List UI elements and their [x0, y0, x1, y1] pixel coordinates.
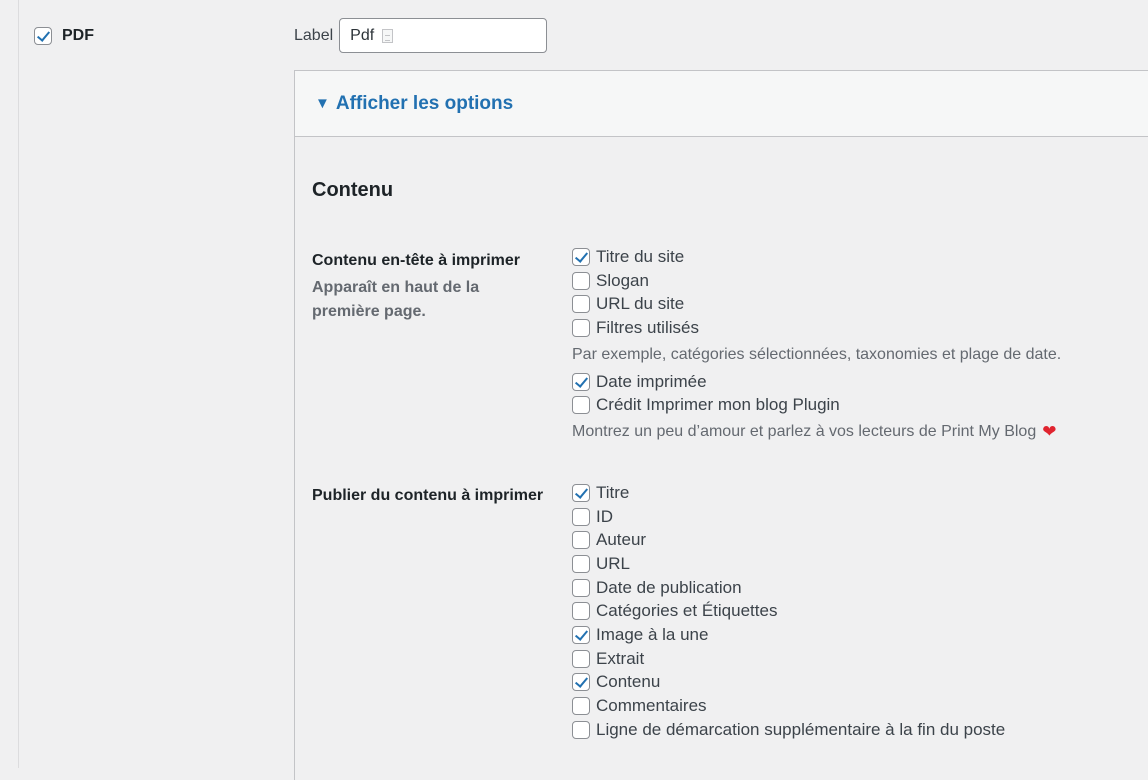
divider [18, 0, 19, 768]
option-label: Ligne de démarcation supplémentaire à la fin du poste [596, 719, 1006, 739]
option-label: URL [596, 553, 631, 573]
option-date-de-publication[interactable] [572, 576, 1005, 600]
triangle-down-icon: ▼ [315, 95, 330, 112]
header-content-options [572, 245, 1061, 447]
checkbox[interactable] [572, 248, 590, 266]
checkbox[interactable] [572, 602, 590, 620]
checkbox[interactable] [572, 272, 590, 290]
checkbox[interactable] [572, 508, 590, 526]
option-label: Contenu [596, 672, 661, 692]
label-field-row [294, 18, 547, 53]
checkbox[interactable] [572, 373, 590, 391]
option-label: Auteur [596, 530, 647, 550]
option-label: Commentaires [596, 696, 707, 716]
option-contenu[interactable] [572, 671, 1005, 695]
pdf-label: PDF [62, 27, 94, 44]
post-content-heading: Publier du contenu à imprimer [312, 487, 544, 504]
option-label: Crédit Imprimer mon blog Plugin [596, 395, 840, 415]
label-field-label: Label [294, 26, 334, 44]
option-commentaires[interactable] [572, 694, 1005, 718]
checkbox[interactable] [572, 697, 590, 715]
option-label: Extrait [596, 648, 645, 668]
checkbox[interactable] [572, 396, 590, 414]
checkbox[interactable] [572, 484, 590, 502]
option-url[interactable] [572, 552, 1005, 576]
option-url-du-site[interactable] [572, 292, 1061, 316]
pdf-checkbox-row[interactable] [34, 27, 94, 45]
option-label: Filtres utilisés [596, 317, 699, 337]
header-content-title: Contenu en-tête à imprimer [312, 252, 521, 269]
option-label: Date imprimée [596, 371, 707, 391]
option-label: Titre du site [596, 246, 685, 266]
option-label: ID [596, 506, 613, 526]
option-titre-du-site[interactable] [572, 245, 1061, 269]
section-title: Contenu [312, 179, 394, 201]
option-categories-et-etiquettes[interactable] [572, 599, 1005, 623]
option-ligne-de-demarcation-supplementaire-a-la-fin-du-poste[interactable] [572, 718, 1005, 742]
show-options-toggle[interactable] [295, 71, 1148, 137]
checkbox[interactable] [572, 579, 590, 597]
checkbox[interactable] [572, 626, 590, 644]
option-credit-imprimer-mon-blog-plugin[interactable] [572, 393, 1061, 417]
option-date-imprimee[interactable] [572, 370, 1061, 394]
option-label: Image à la une [596, 624, 709, 644]
option-filtres-utilises[interactable] [572, 316, 1061, 340]
option-label: Slogan [596, 270, 649, 290]
filters-hint [572, 340, 1061, 370]
credit-hint [572, 417, 1061, 447]
checkbox[interactable] [572, 673, 590, 691]
option-label: Titre [596, 482, 630, 502]
pdf-checkbox[interactable] [34, 27, 52, 45]
label-input-value: Pdf [350, 26, 375, 44]
label-input[interactable] [339, 18, 547, 53]
show-options-label: Afficher les options [335, 92, 514, 114]
option-label: Catégories et Étiquettes [596, 601, 778, 621]
header-content-heading [312, 252, 520, 324]
option-auteur[interactable] [572, 528, 1005, 552]
heart-icon: ❤ [1042, 422, 1057, 442]
header-content-description: Apparaît en haut de la première page. [312, 279, 480, 320]
checkbox[interactable] [572, 295, 590, 313]
checkbox[interactable] [572, 319, 590, 337]
option-image-a-la-une[interactable] [572, 623, 1005, 647]
checkbox[interactable] [572, 531, 590, 549]
option-id[interactable] [572, 505, 1005, 529]
option-extrait[interactable] [572, 647, 1005, 671]
credit-hint-text: Montrez un peu d’amour et parlez à vos lecteurs de Print My Blog [572, 423, 1037, 441]
option-label: URL du site [596, 294, 685, 314]
option-titre[interactable] [572, 481, 1005, 505]
option-slogan[interactable] [572, 269, 1061, 293]
options-panel [294, 70, 1148, 780]
checkbox[interactable] [572, 650, 590, 668]
checkbox[interactable] [572, 555, 590, 573]
document-icon [382, 29, 393, 43]
option-label: Date de publication [596, 577, 742, 597]
post-content-options [572, 481, 1005, 742]
checkbox[interactable] [572, 721, 590, 739]
filters-hint-text: Par exemple, catégories sélectionnées, taxonomies et plage de date. [572, 345, 1062, 363]
